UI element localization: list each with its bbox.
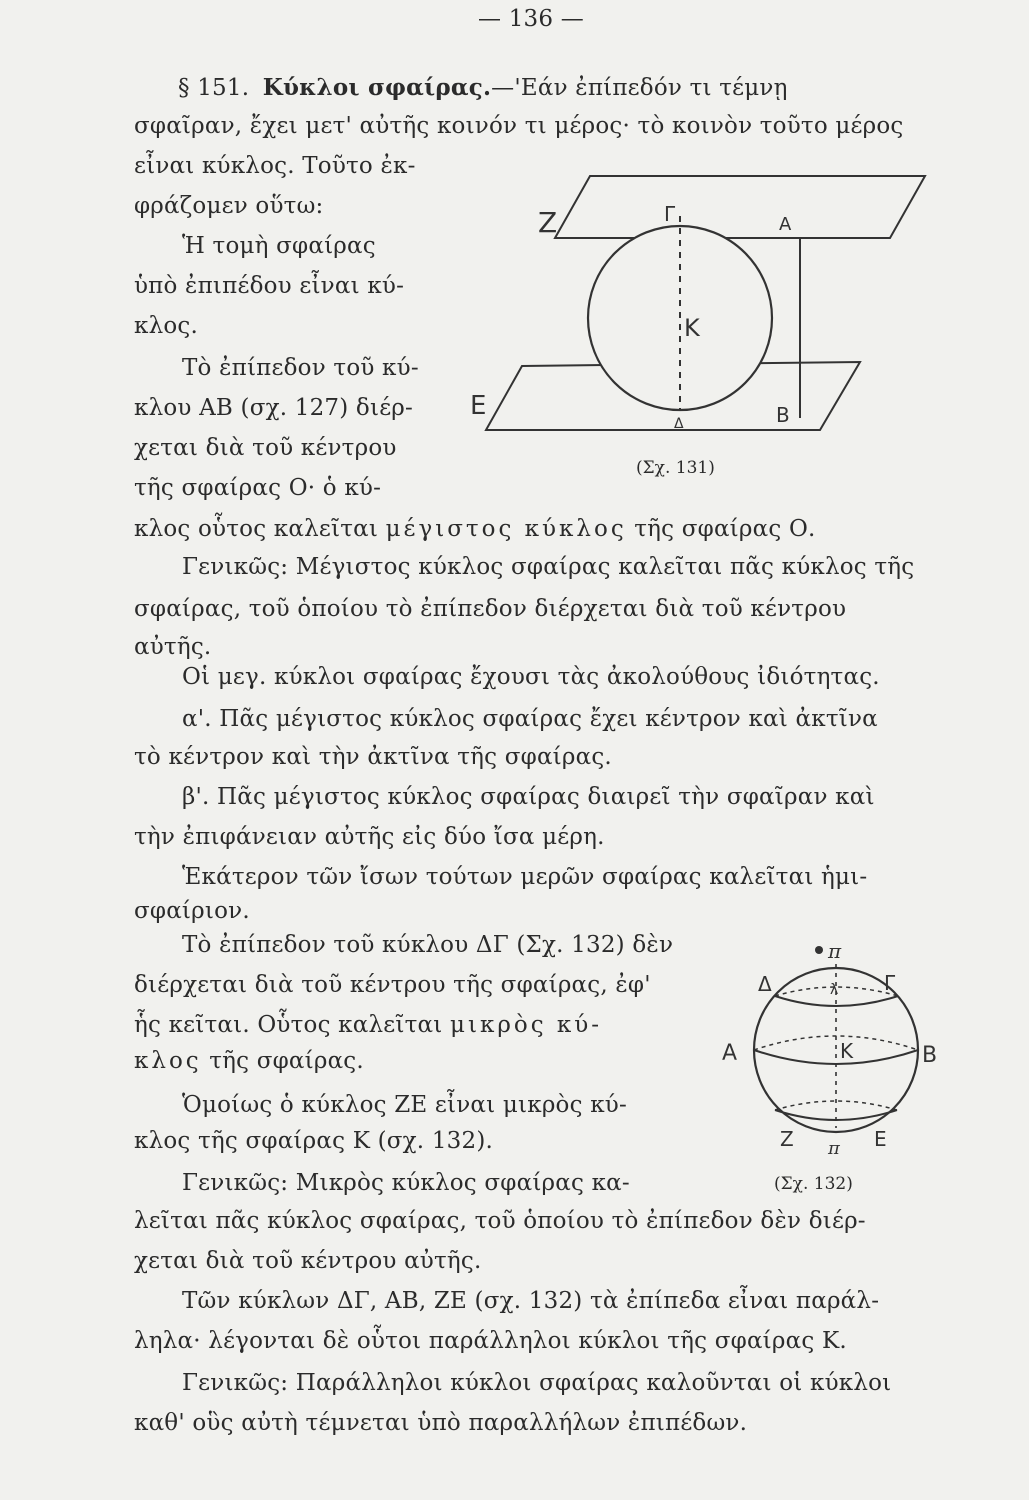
text-line: χεται διὰ τοῦ κέντρου αὐτῆς.: [134, 1248, 482, 1274]
text-line: Τὸ ἐπίπεδον τοῦ κύ-: [182, 355, 419, 381]
text-line: διέρχεται διὰ τοῦ κέντρου τῆς σφαίρας, ἐφ': [134, 972, 651, 998]
label-a: Α: [779, 214, 792, 235]
label-k: K: [840, 1039, 854, 1063]
label-pi-bottom: π: [828, 1138, 840, 1159]
label-e: E: [470, 391, 487, 421]
label-k: K: [684, 314, 700, 342]
term-small-circle: μικρὸς κύ-: [450, 1012, 603, 1038]
label-e: E: [874, 1127, 887, 1151]
label-pi-top: π: [828, 939, 842, 963]
page-number: — 136 —: [478, 6, 584, 32]
definition-line: κλος.: [134, 313, 198, 339]
text-line: καθ' οὓς αὐτὴ τέμνεται ὑπὸ παραλλήλων ἐπιπέδων.: [134, 1410, 748, 1436]
definition-line: Ἡ τομὴ σφαίρας: [182, 233, 376, 259]
label-b: B: [776, 403, 790, 427]
text-line: τὴν ἐπιφάνειαν αὐτῆς εἰς δύο ἴσα μέρη.: [134, 824, 605, 850]
text-line: φράζομεν οὕτω:: [134, 193, 324, 219]
text-line: Ἑκάτερον τῶν ἴσων τούτων μερῶν σφαίρας καλεῖται ἡμι-: [182, 864, 868, 890]
text-line: σφαίριον.: [134, 898, 250, 924]
text-segment: τῆς σφαίρας Ο.: [634, 516, 816, 542]
section-number: § 151.: [178, 75, 250, 101]
text-segment: κλος οὗτος καλεῖται: [134, 516, 379, 542]
label-b: B: [922, 1043, 938, 1068]
text-line: χεται διὰ τοῦ κέντρου: [134, 435, 397, 461]
pole-dot: [815, 946, 823, 954]
text-line: τὸ κέντρον καὶ τὴν ἀκτῖνα τῆς σφαίρας.: [134, 744, 612, 770]
label-delta: Δ: [758, 972, 772, 996]
text-segment: τῆς σφαίρας.: [209, 1048, 364, 1074]
term-great-circle: μέγιστος κύκλος: [385, 516, 627, 542]
text-line: Οἱ μεγ. κύκλοι σφαίρας ἔχουσι τὰς ἀκολούθους ἰδιότητας.: [182, 664, 880, 690]
text-line: ληλα· λέγονται δὲ οὗτοι παράλληλοι κύκλοι τῆς σφαίρας Κ.: [134, 1328, 847, 1354]
figure-132-caption: (Σχ. 132): [774, 1174, 853, 1194]
text-line: σφαίρας, τοῦ ὁποίου τὸ ἐπίπεδον διέρχεται διὰ τοῦ κέντρου: [134, 596, 847, 622]
text-line: Ὁμοίως ὁ κύκλος ΖΕ εἶναι μικρὸς κύ-: [182, 1092, 627, 1118]
text-line: κλου ΑΒ (σχ. 127) διέρ-: [134, 395, 414, 421]
text-segment: ἧς κεῖται. Οὗτος καλεῖται: [134, 1012, 443, 1038]
label-z: Z: [538, 206, 558, 239]
label-delta: Δ: [674, 416, 684, 432]
term-small-circle: κλος: [134, 1048, 202, 1074]
label-a: Α: [722, 1041, 738, 1066]
label-gamma: Γ: [884, 971, 896, 995]
section-intro: —'Εάν ἐπίπεδόν τι τέμνῃ: [491, 75, 788, 101]
label-lambda: λ: [830, 982, 839, 998]
label-gamma: Γ: [664, 202, 676, 226]
text-line: Γενικῶς: Παράλληλοι κύκλοι σφαίρας καλοῦνται οἱ κύκλοι: [182, 1370, 892, 1396]
label-z: Z: [780, 1127, 794, 1151]
text-line: Τῶν κύκλων ΔΓ, ΑΒ, ΖΕ (σχ. 132) τὰ ἐπίπεδα εἶναι παράλ-: [182, 1288, 880, 1314]
text-line: σφαῖραν, ἔχει μετ' αὐτῆς κοινόν τι μέρος· τὸ κοινὸν τοῦτο μέρος: [134, 113, 904, 139]
definition-line: ὑπὸ ἐπιπέδου εἶναι κύ-: [134, 273, 405, 299]
text-line: εἶναι κύκλος. Τοῦτο ἐκ-: [134, 153, 416, 179]
figure-131-caption: (Σχ. 131): [636, 458, 715, 478]
section-title: Κύκλοι σφαίρας.: [262, 74, 492, 101]
text-line: β'. Πᾶς μέγιστος κύκλος σφαίρας διαιρεῖ τὴν σφαῖραν καὶ: [182, 784, 875, 810]
text-line: Γενικῶς: Μέγιστος κύκλος σφαίρας καλεῖται πᾶς κύκλος τῆς: [182, 554, 915, 580]
text-line: τῆς σφαίρας Ο· ὁ κύ-: [134, 475, 382, 501]
text-line: λεῖται πᾶς κύκλος σφαίρας, τοῦ ὁποίου τὸ ἐπίπεδον δὲν διέρ-: [134, 1208, 866, 1234]
text-line: Τὸ ἐπίπεδον τοῦ κύκλου ΔΓ (Σχ. 132) δὲν: [182, 932, 674, 958]
text-line: α'. Πᾶς μέγιστος κύκλος σφαίρας ἔχει κέντρον καὶ ἀκτῖνα: [182, 706, 878, 732]
text-line: Γενικῶς: Μικρὸς κύκλος σφαίρας κα-: [182, 1170, 630, 1196]
text-line: αὐτῆς.: [134, 634, 212, 660]
text-line: κλος τῆς σφαίρας Κ (σχ. 132).: [134, 1128, 493, 1154]
